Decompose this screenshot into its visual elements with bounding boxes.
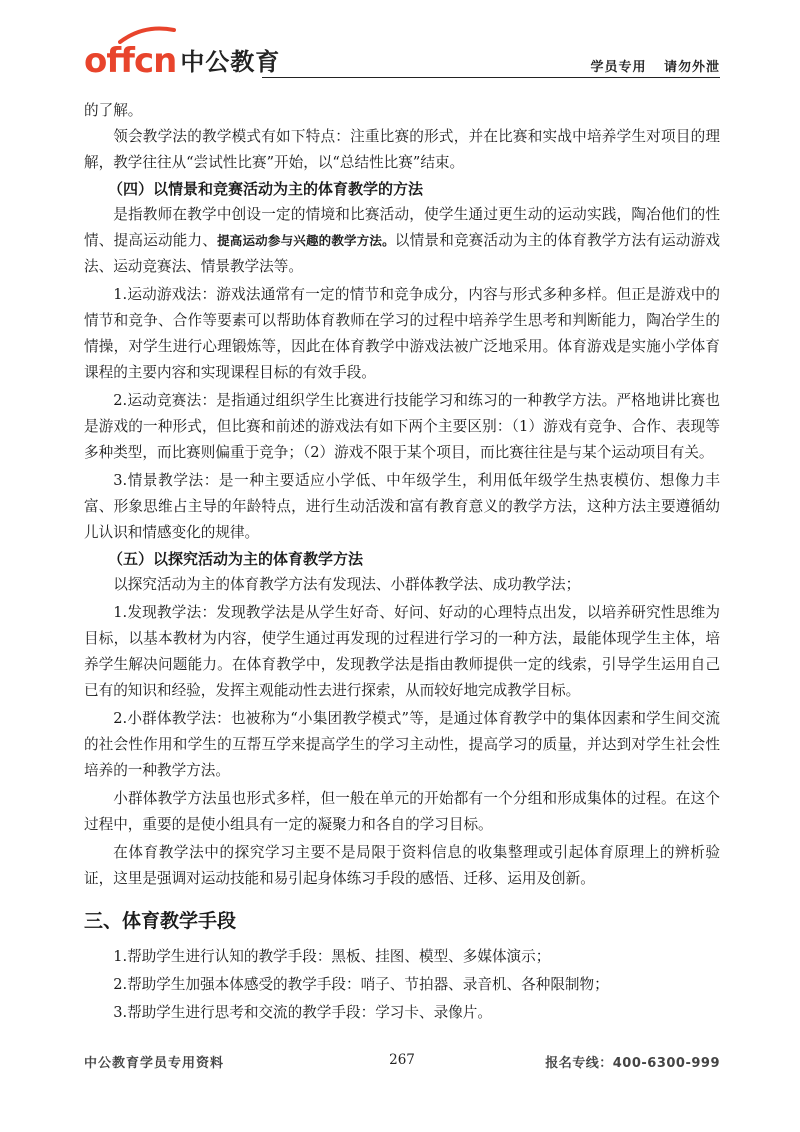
paragraph: 2.小群体教学法：也被称为“小集团教学模式”等，是通过体育教学中的集体因素和学生间交流的社会性作用和学生的互帮互学来提高学生的学习主动性，提高学习的质量，并达到对学生社会性培养的一种教学方法。 [84,710,720,779]
text-span: 是指教师在教学中创设一定的情境和比赛活动，使学生通过更生动的运动实践，陶冶他们的性情、提高运动能力、 [84,206,720,249]
page-header [84,36,720,82]
text-span: 以情景和竞赛活动为主的体育教学方法有运动游戏法、运动竞赛法、情景教学法等。 [84,232,720,275]
offcn-logo [84,36,281,81]
bold-text-span: 提高运动参与兴趣的教学方法。 [217,233,395,248]
page-body [84,98,720,1026]
section-heading: 三、体育教学手段 [84,910,237,932]
paragraph: 1.发现教学法：发现教学法是从学生好奇、好问、好动的心理特点出发，以培养研究性思维为目标，以基本教材为内容，使学生通过再发现的过程进行学习的一种方法，最能体现学生主体，培养学生解决问题能力。在体育教学中，发现教学法是指由教师提供一定的线索，引导学生运用自己已有的知识和经验，发挥主观能动性去进行探索，从而较好地完成教学目标。 [84,604,720,699]
list-item: 2.帮助学生加强本体感受的教学手段：哨子、节拍器、录音机、各种限制物； [113,976,609,993]
logo-text-cn: 中公教育 [180,48,281,76]
paragraph: 领会教学法的教学模式有如下特点：注重比赛的形式，并在比赛和实战中培养学生对项目的理解，教学往往从“尝试性比赛”开始，以“总结性比赛”结束。 [84,128,720,171]
header-tag-no-leak: 请勿外泄 [663,60,720,75]
subheading-4: （四）以情景和竞赛活动为主的体育教学的方法 [108,180,424,198]
subheading-5: （五）以探究活动为主的体育教学方法 [108,550,364,568]
paragraph: 2.运动竞赛法：是指通过组织学生比赛进行技能学习和练习的一种教学方法。严格地讲比赛也是游戏的一种形式，但比赛和前述的游戏法有如下两个主要区别：（1）游戏有竞争、合作、表现等多种类型，而比赛则偏重于竞争；（2）游戏不限于某个项目，而比赛往往是与某个运动项目有关。 [84,392,720,461]
page-number: 267 [389,1052,415,1068]
paragraph: 以探究活动为主的体育教学方法有发现法、小群体教学法、成功教学法； [113,576,581,593]
paragraph: 3.情景教学法：是一种主要适应小学低、中年级学生，利用低年级学生热衷模仿、想像力丰富、形象思维占主导的年龄特点，进行生动活泼和富有教育意义的教学方法，这种方法主要遵循幼儿认识和情感变化的规律。 [84,472,720,541]
footer-hotline: 报名专线：400-6300-999 [545,1056,720,1071]
header-tags [578,56,720,75]
paragraph: 小群体教学方法虽也形式多样，但一般在单元的开始都有一个分组和形成集体的过程。在这个过程中，重要的是使小组具有一定的凝聚力和各自的学习目标。 [84,790,720,833]
paragraph: 在体育教学法中的探究学习主要不是局限于资料信息的收集整理或引起体育原理上的辨析验证，这里是强调对运动技能和易引起身体练习手段的感悟、迁移、运用及创新。 [84,844,720,887]
logo-text-en: offcn [84,41,177,81]
list-item: 1.帮助学生进行认知的教学手段：黑板、挂图、模型、多媒体演示； [113,948,551,965]
header-tag-student-only: 学员专用 [590,60,647,75]
logo-swoosh-icon [118,26,176,44]
header-rule [262,77,720,78]
paragraph: 的了解。 [84,102,143,119]
paragraph: 1.运动游戏法：游戏法通常有一定的情节和竞争成分，内容与形式多种多样。但正是游戏中的情节和竞争、合作等要素可以帮助体育教师在学习的过程中培养学生思考和判断能力，陶冶学生的情操，对学生进行心理锻炼等，因此在体育教学中游戏法被广泛地采用。体育游戏是实施小学体育课程的主要内容和实现课程目标的有效手段。 [84,286,720,381]
list-item: 3.帮助学生进行思考和交流的教学手段：学习卡、录像片。 [113,1004,492,1021]
page-footer [84,1052,720,1076]
paragraph [84,202,720,280]
footer-material-label: 中公教育学员专用资料 [84,1056,225,1071]
